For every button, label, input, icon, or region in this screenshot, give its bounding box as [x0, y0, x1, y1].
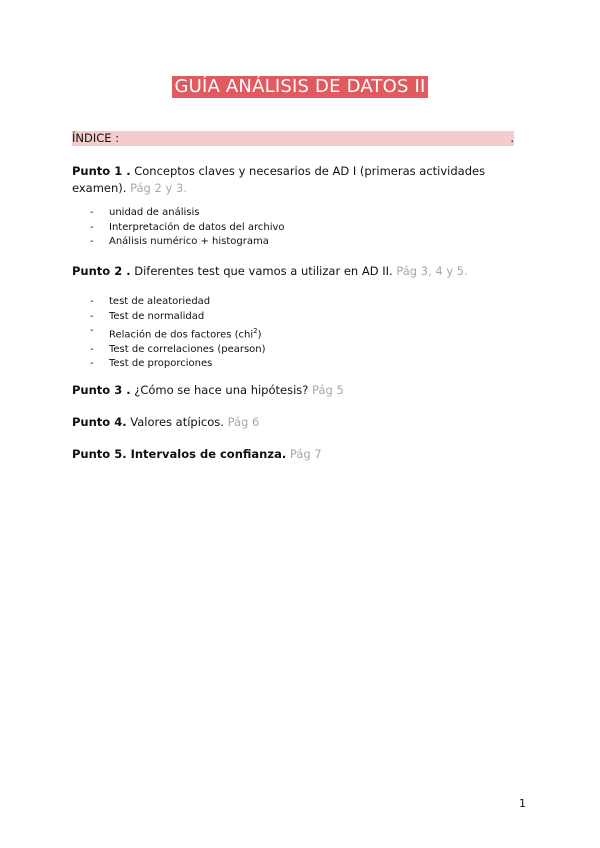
section-2-text: Diferentes test que vamos a utilizar en AD II. [130, 264, 397, 278]
section-5-heading: Punto 5. Intervalos de confianza. [72, 447, 287, 461]
section-4 [72, 414, 522, 431]
section-3-text: ¿Cómo se hace una hipótesis? [130, 383, 313, 397]
document-title: GUÍA ANÁLISIS DE DATOS II [174, 76, 426, 97]
list-item: - unidad de análisis [90, 206, 285, 221]
list-item: - test de aleatoriedad [90, 295, 266, 310]
list-item [90, 324, 266, 343]
section-4-heading: Punto 4. [72, 415, 127, 429]
section-1-list [90, 206, 285, 250]
section-5 [72, 446, 522, 463]
section-4-pages: Pág 6 [227, 415, 260, 429]
chi-item-text: Relación de dos factores (chi [109, 329, 254, 341]
chi-item-close: ) [257, 329, 262, 341]
section-1 [72, 163, 522, 197]
section-2-pages: Pág 3, 4 y 5. [396, 264, 468, 278]
section-2 [72, 263, 522, 280]
page-number: 1 [519, 797, 526, 810]
index-trailing-dot: . [510, 131, 514, 145]
section-1-pages: Pág 2 y 3. [130, 181, 187, 195]
section-2-heading: Punto 2 . [72, 264, 131, 278]
index-bar [72, 131, 514, 146]
title-container [0, 76, 600, 98]
list-item: - Test de proporciones [90, 357, 266, 372]
section-2-list [90, 295, 266, 372]
section-3-pages: Pág 5 [312, 383, 344, 397]
section-3 [72, 382, 522, 399]
section-5-pages: Pág 7 [289, 447, 322, 461]
list-item: - Análisis numérico + histograma [90, 235, 285, 250]
section-1-text: Conceptos claves y necesarios de AD I (primeras actividades examen). [72, 164, 486, 195]
chi-superscript: 2 [253, 327, 258, 335]
list-item: - Interpretación de datos del archivo [90, 221, 285, 236]
list-item: - Test de normalidad [90, 310, 266, 325]
list-item: - Test de correlaciones (pearson) [90, 343, 266, 358]
index-label: ÍNDICE : [72, 131, 120, 145]
section-1-heading: Punto 1 . [72, 164, 131, 178]
section-4-text: Valores atípicos. [126, 415, 228, 429]
section-3-heading: Punto 3 . [72, 383, 131, 397]
